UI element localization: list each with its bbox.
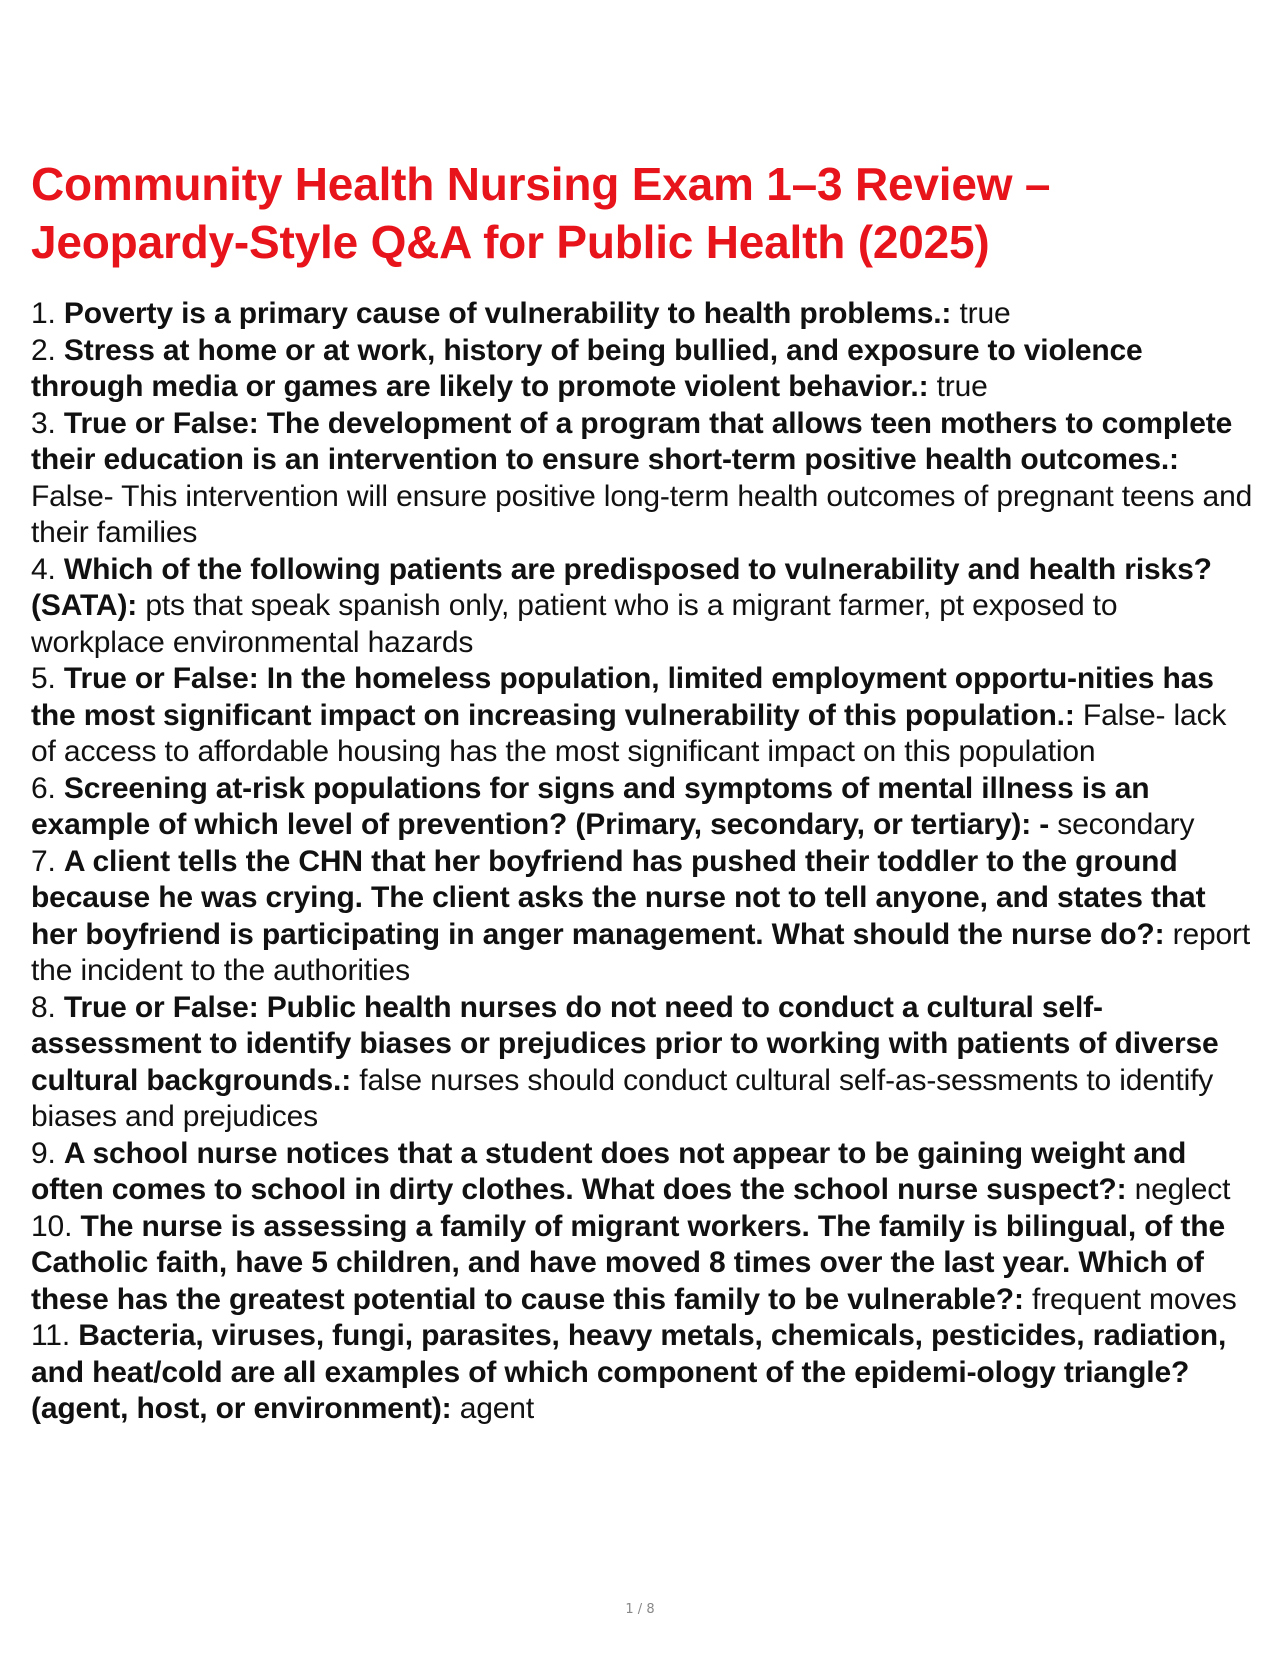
item-answer: False- This intervention will ensure positive long-term health outcomes of pregnant teens and their families (31, 479, 1253, 549)
item-answer: secondary (1057, 808, 1195, 841)
item-answer: False- lack of access to affordable housing has the most significant impact on this population (31, 698, 1227, 768)
qa-list (31, 296, 1256, 1428)
item-question: Screening at-risk populations for signs and symptoms of mental illness is an example of which level of prevention? (Primary, secondary, or tertiary): - (31, 771, 1150, 841)
qa-item (31, 661, 1256, 771)
item-question: A client tells the CHN that her boyfriend has pushed their toddler to the ground because he was crying. The client asks the nurse not to tell anyone, and states that her boyfriend is participating in anger management. What should the nurse do?: (31, 844, 1206, 951)
item-answer: neglect (1134, 1173, 1231, 1206)
item-number: 1. (31, 297, 56, 330)
item-question: Bacteria, viruses, fungi, parasites, heavy metals, chemicals, pesticides, radiation, and heat/cold are all examples of which component of the epidemi-ology triangle? (agent, host, or environment): (31, 1319, 1227, 1425)
item-answer: frequent moves (1031, 1282, 1237, 1316)
qa-item (31, 844, 1256, 990)
item-answer: true (936, 370, 988, 403)
item-number: 9. (31, 1136, 56, 1170)
item-number: 2. (31, 333, 56, 367)
page-number: 1 / 8 (625, 1602, 655, 1617)
document-page (31, 155, 1256, 1428)
item-number: 7. (31, 844, 56, 878)
item-question: A school nurse notices that a student does not appear to be gaining weight and often comes to school in dirty clothes. What does the school nurse suspect?: (31, 1136, 1187, 1206)
item-question: The nurse is assessing a family of migrant workers. The family is bilingual, of the Catholic faith, have 5 children, and have moved 8 times over the last year. Which of these has the greatest potential to cause this family to be vulnerable?: (31, 1209, 1225, 1316)
item-number: 11. (31, 1319, 71, 1352)
item-number: 3. (31, 406, 56, 440)
item-question: True or False: Public health nurses do not need to conduct a cultural self-assessment to identify biases or prejudices prior to working with patients of diverse cultural backgrounds.: (31, 990, 1219, 1097)
item-number: 10. (31, 1209, 73, 1243)
item-answer: false nurses should conduct cultural self-as-sessments to identify biases and prejudices (31, 1063, 1214, 1133)
item-number: 6. (31, 771, 56, 805)
item-question: Poverty is a primary cause of vulnerability to health problems.: (63, 297, 952, 330)
item-answer: true (959, 297, 1011, 330)
item-number: 5. (31, 662, 56, 695)
qa-item (31, 1209, 1256, 1319)
item-question: Stress at home or at work, history of being bullied, and exposure to violence through media or games are likely to promote violent behavior.: (31, 333, 1143, 403)
item-question: True or False: The development of a program that allows teen mothers to complete their education is an intervention to ensure short-term positive health outcomes.: (31, 406, 1233, 476)
item-answer: report the incident to the authorities (31, 917, 1251, 987)
qa-item (31, 406, 1256, 552)
item-answer: pts that speak spanish only, patient who is a migrant farmer, pt exposed to workplace environmental hazards (31, 589, 1118, 659)
qa-item (31, 333, 1256, 406)
item-question: True or False: In the homeless population, limited employment opportu-nities has the most significant impact on increasing vulnerability of this population.: (31, 662, 1214, 732)
qa-item (31, 1136, 1256, 1209)
qa-item (31, 1318, 1256, 1428)
qa-item (31, 296, 1256, 333)
qa-item (31, 990, 1256, 1136)
item-number: 8. (31, 990, 56, 1024)
item-answer: agent (459, 1392, 535, 1425)
qa-item (31, 771, 1256, 844)
item-question: Which of the following patients are predisposed to vulnerability and health risks? (SATA): (31, 552, 1212, 622)
qa-item (31, 552, 1256, 662)
item-number: 4. (31, 552, 56, 586)
document-title: Community Health Nursing Exam 1–3 Review – Jeopardy-Style Q&A for Public Health (2025) (31, 158, 1051, 268)
